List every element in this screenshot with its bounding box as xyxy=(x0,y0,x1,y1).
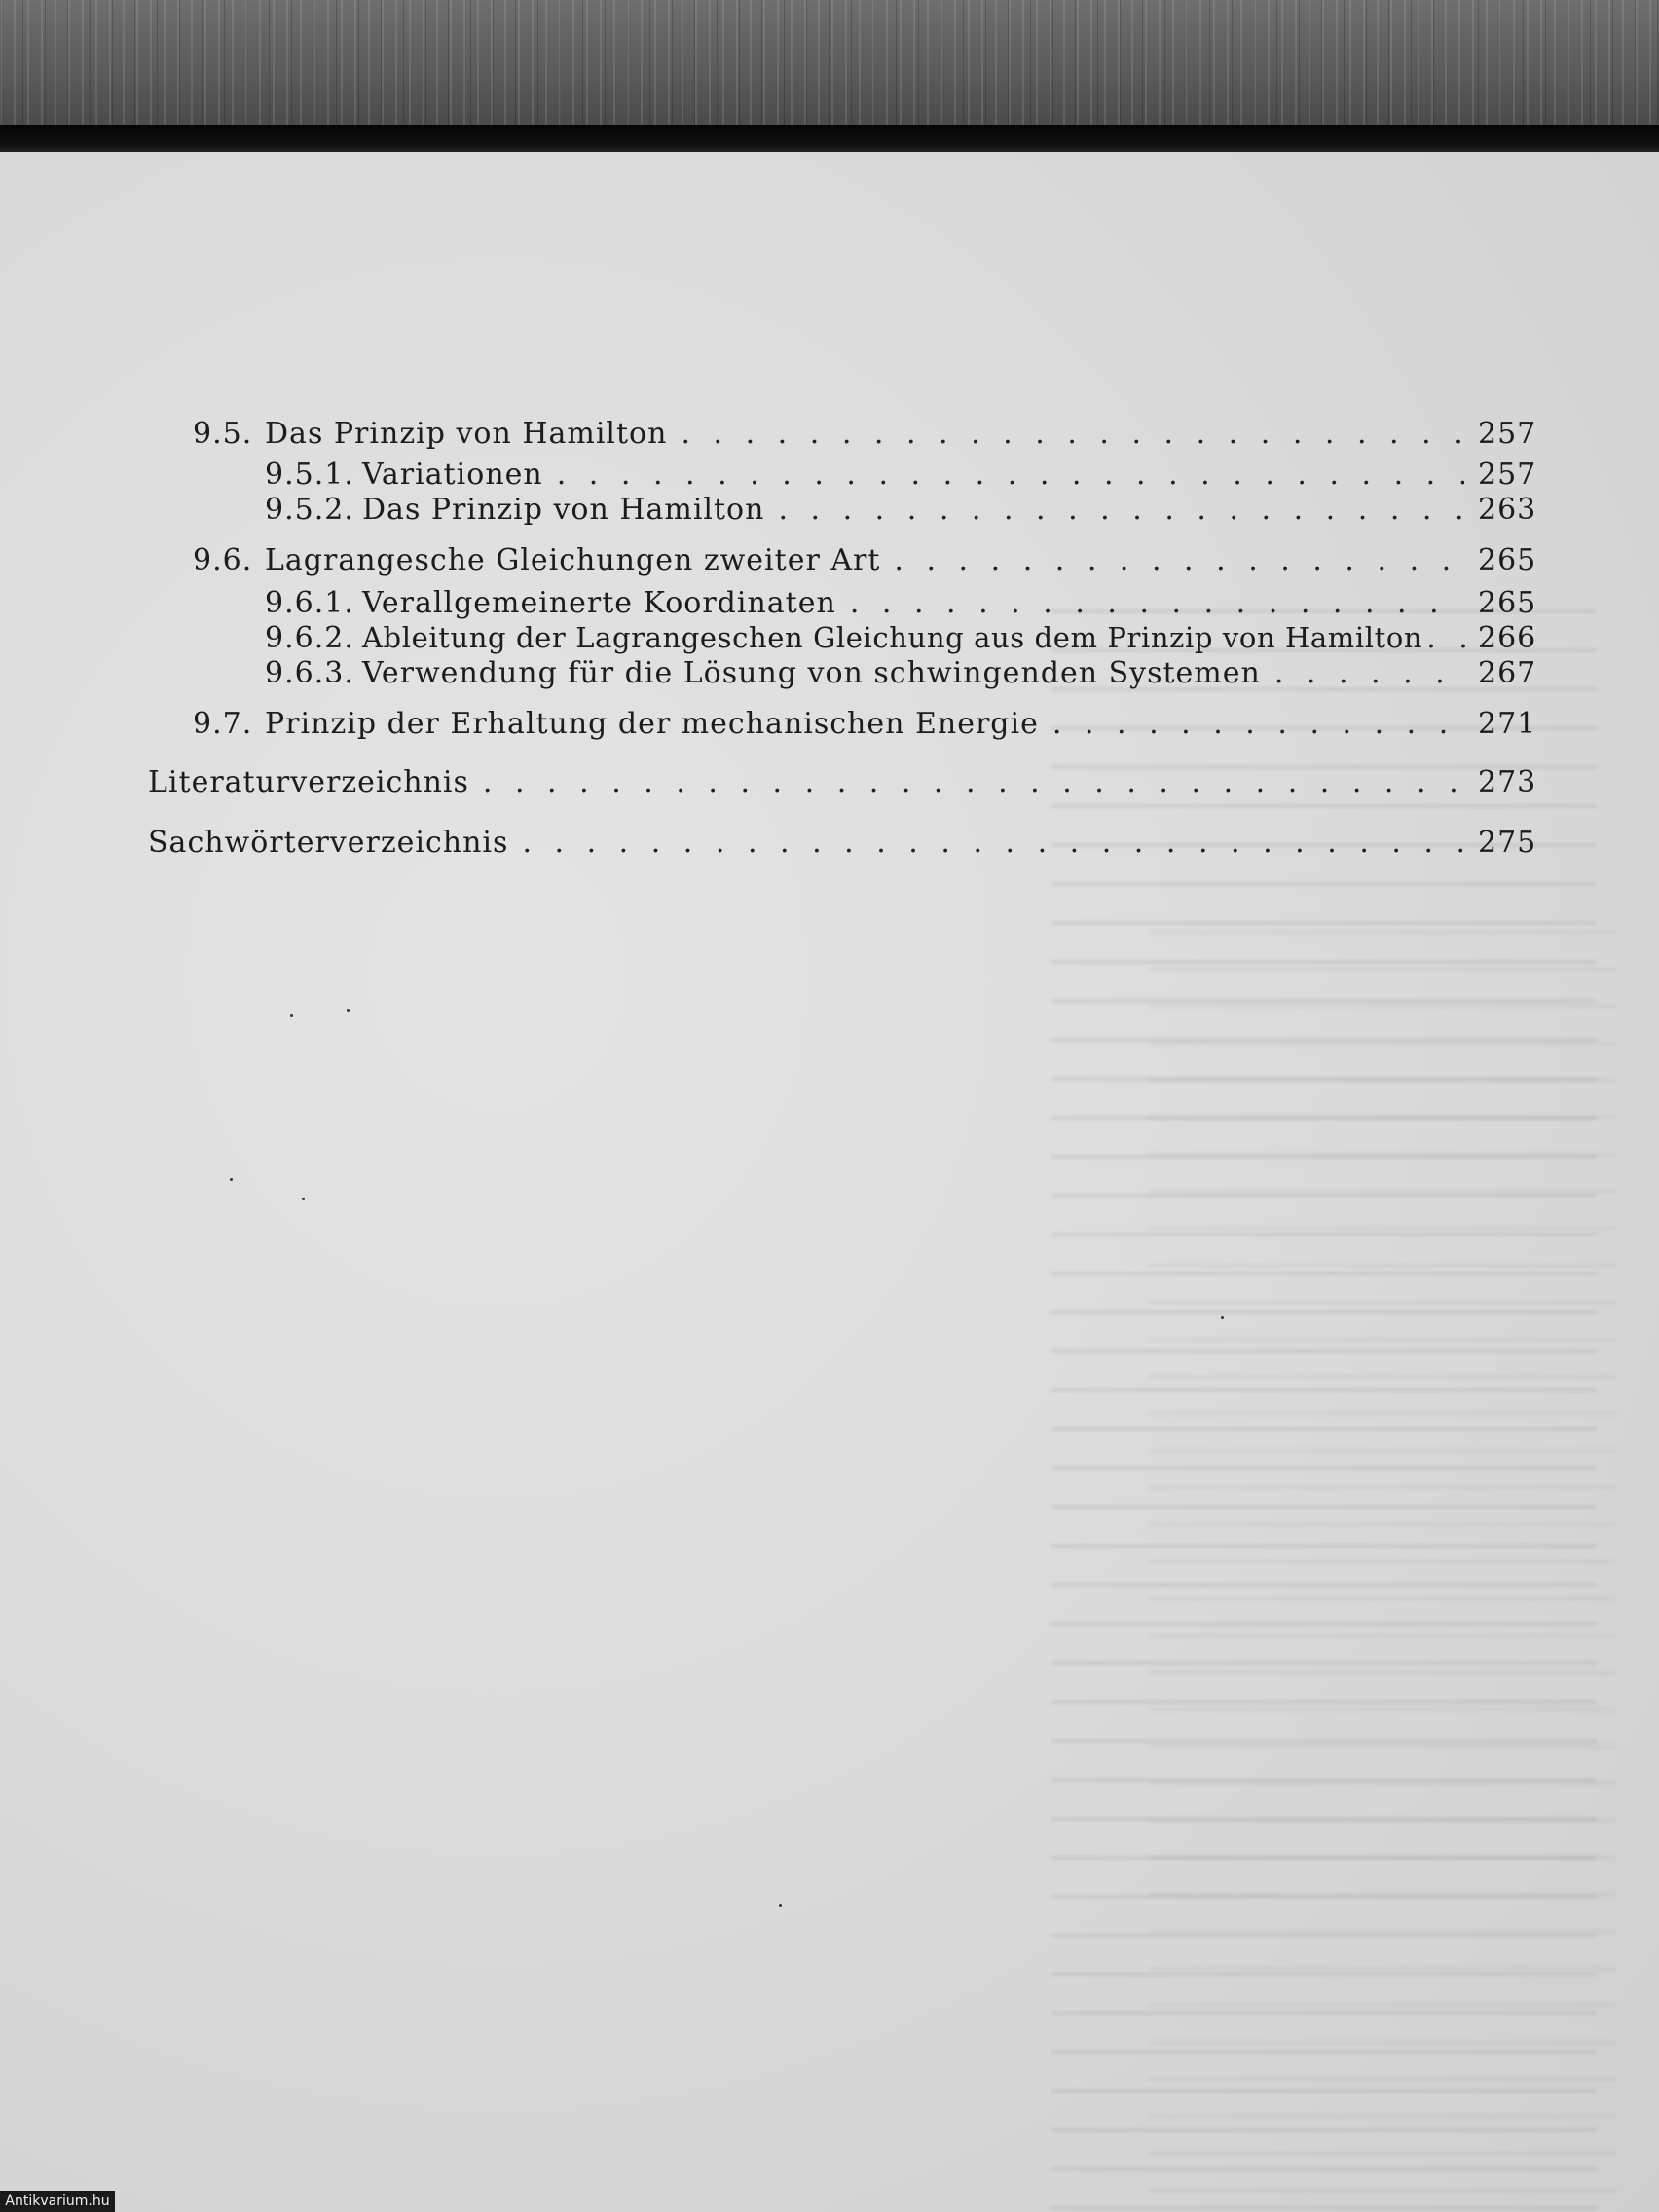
toc-entry-number: 9.5. xyxy=(193,417,253,451)
toc-entry xyxy=(265,656,1536,695)
page-top-edge-shadow xyxy=(0,125,1659,154)
toc-leader-dots xyxy=(850,586,1464,620)
toc-entry-number: 9.6.3. xyxy=(265,656,354,690)
dust-speck xyxy=(290,1014,293,1017)
toc-entry xyxy=(265,586,1536,625)
toc-entry-title: Literaturverzeichnis xyxy=(148,765,469,799)
toc-entry-page: 263 xyxy=(1478,493,1537,527)
toc-entry-page: 267 xyxy=(1478,656,1537,690)
toc-entry-title: Das Prinzip von Hamilton xyxy=(362,493,765,527)
toc-leader-dots xyxy=(778,493,1464,527)
toc-entry xyxy=(193,417,1536,456)
toc-entry-page: 266 xyxy=(1478,621,1537,655)
dust-speck xyxy=(779,1904,782,1907)
toc-entry xyxy=(265,458,1536,497)
toc-entry-page: 273 xyxy=(1478,765,1537,799)
dust-speck xyxy=(347,1009,350,1012)
toc-entry xyxy=(265,621,1536,660)
dust-speck xyxy=(302,1198,305,1200)
toc-leader-dots xyxy=(522,826,1464,860)
toc-leader-dots xyxy=(1052,707,1464,741)
dust-speck xyxy=(230,1178,233,1181)
watermark: Antikvarium.hu xyxy=(0,2191,115,2212)
toc-entry-title: Verwendung für die Lösung von schwingenden Systemen xyxy=(362,656,1261,690)
toc-entry xyxy=(148,765,1536,804)
toc-entry-page: 275 xyxy=(1478,826,1537,860)
toc-leader-dots xyxy=(681,417,1464,451)
scanner-background xyxy=(0,0,1659,127)
toc-entry-number: 9.6.2. xyxy=(265,621,354,655)
toc-entry-page: 257 xyxy=(1478,417,1537,451)
toc-entry-title: Verallgemeinerte Koordinaten xyxy=(362,586,836,620)
toc-entry-title: Lagrangesche Gleichungen zweiter Art xyxy=(265,543,881,577)
show-through-text xyxy=(1149,931,1616,2212)
toc-entry-title: Variationen xyxy=(362,458,543,492)
toc-entry-page: 257 xyxy=(1478,458,1537,492)
toc-leader-dots xyxy=(894,543,1464,577)
dust-speck xyxy=(1221,1316,1224,1319)
toc-entry-number: 9.5.1. xyxy=(265,458,354,492)
toc-entry xyxy=(193,707,1536,746)
toc-entry-title: Ableitung der Lagrangeschen Gleichung aus dem Prinzip von Hamilton xyxy=(362,621,1423,654)
toc-entry xyxy=(148,826,1536,865)
toc-leader-dots xyxy=(483,765,1464,799)
toc-leader-dots xyxy=(1274,656,1464,690)
toc-entry-title: Sachwörterverzeichnis xyxy=(148,826,509,860)
toc-entry-title: Prinzip der Erhaltung der mechanischen Energie xyxy=(265,707,1039,741)
toc-leader-dots xyxy=(557,458,1464,492)
toc-entry-page: 271 xyxy=(1478,707,1537,741)
toc-entry-page: 265 xyxy=(1478,586,1537,620)
toc-entry-number: 9.6.1. xyxy=(265,586,354,620)
toc-entry-number: 9.5.2. xyxy=(265,493,354,527)
toc-entry xyxy=(265,493,1536,532)
toc-entry xyxy=(193,543,1536,582)
toc-entry-page: 265 xyxy=(1478,543,1537,577)
toc-entry-title: Das Prinzip von Hamilton xyxy=(265,417,668,451)
toc-leader-dots xyxy=(1426,621,1474,655)
toc-entry-number: 9.7. xyxy=(193,707,253,741)
toc-entry-number: 9.6. xyxy=(193,543,253,577)
